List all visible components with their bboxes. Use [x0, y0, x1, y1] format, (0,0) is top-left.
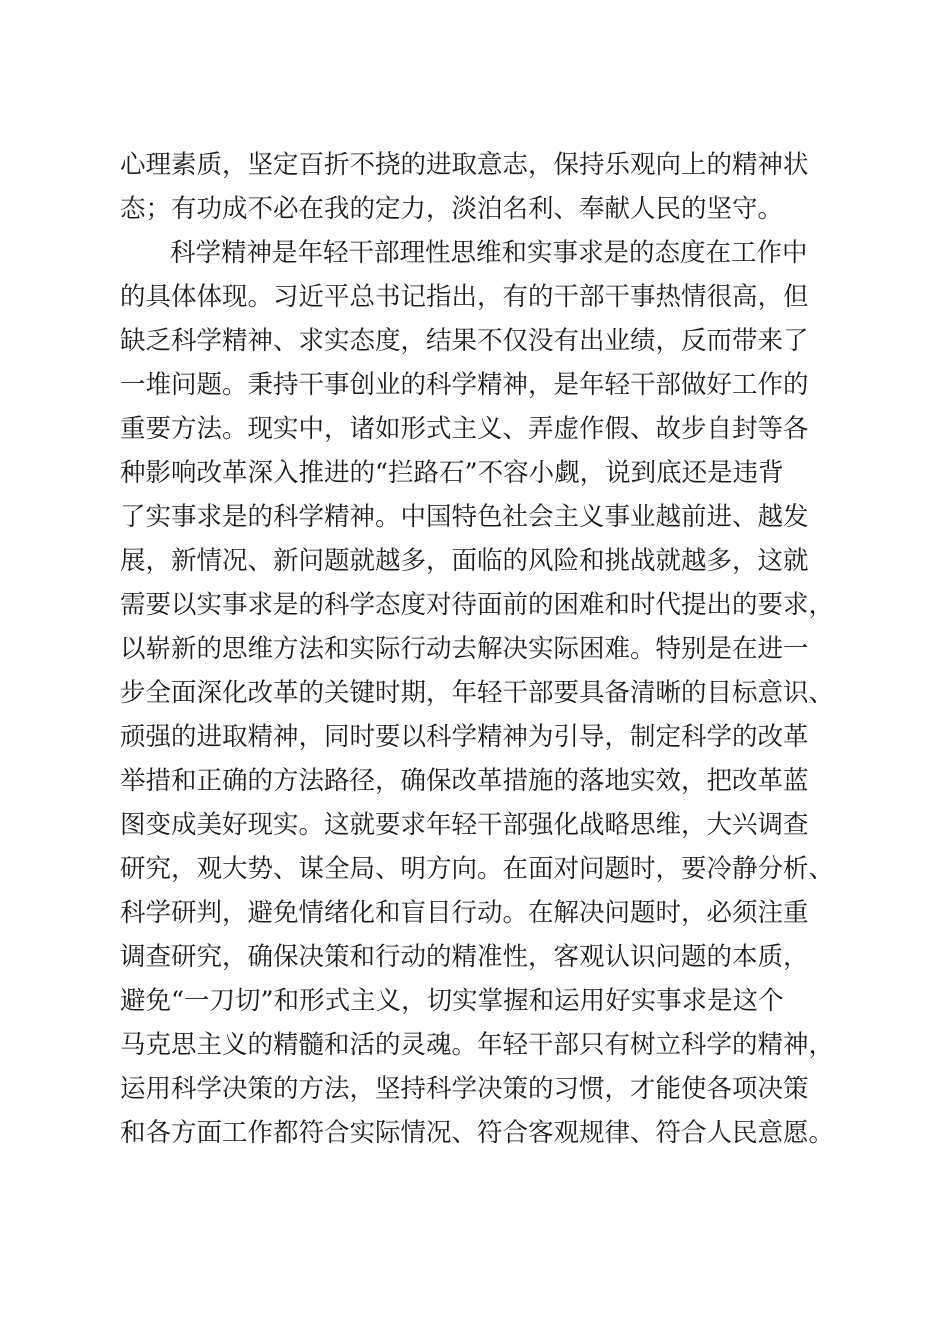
text-line: 一堆问题。秉持干事创业的科学精神，是年轻干部做好工作的 [120, 370, 809, 400]
text-line: 心理素质，坚定百折不挠的进取意志，保持乐观向上的精神状 [120, 150, 809, 180]
text-line: 以崭新的思维方法和实际行动去解决实际困难。特别是在进一 [120, 634, 809, 664]
text-line: 种影响改革深入推进的“拦路石”不容小觑，说到底还是违背 [120, 458, 784, 488]
text-line: 需要以实事求是的科学态度对待面前的困难和时代提出的要求， [120, 590, 835, 620]
text-line: 和各方面工作都符合实际情况、符合客观规律、符合人民意愿。 [120, 1118, 835, 1148]
text-line: 运用科学决策的方法，坚持科学决策的习惯，才能使各项决策 [120, 1074, 809, 1104]
text-line: 重要方法。现实中，诸如形式主义、弄虚作假、故步自封等各 [120, 414, 809, 444]
text-line: 马克思主义的精髓和活的灵魂。年轻干部只有树立科学的精神， [120, 1030, 835, 1060]
text-line: 的具体体现。习近平总书记指出，有的干部干事热情很高，但 [120, 282, 809, 312]
text-line: 顽强的进取精神，同时要以科学精神为引导，制定科学的改革 [120, 722, 809, 752]
paragraph-first-line: 科学精神是年轻干部理性思维和实事求是的态度在工作中 [170, 238, 808, 268]
text-line: 了实事求是的科学精神。中国特色社会主义事业越前进、越发 [120, 502, 809, 532]
text-line: 展，新情况、新问题就越多，面临的风险和挑战就越多，这就 [120, 546, 809, 576]
text-line: 举措和正确的方法路径，确保改革措施的落地实效，把改革蓝 [120, 766, 809, 796]
text-line: 调查研究，确保决策和行动的精准性，客观认识问题的本质， [120, 942, 809, 972]
text-line: 缺乏科学精神、求实态度，结果不仅没有出业绩，反而带来了 [120, 326, 809, 356]
text-line: 步全面深化改革的关键时期，年轻干部要具备清晰的目标意识、 [120, 678, 835, 708]
text-line: 态；有功成不必在我的定力，淡泊名利、奉献人民的坚守。 [120, 194, 784, 224]
text-line: 图变成美好现实。这就要求年轻干部强化战略思维，大兴调查 [120, 810, 809, 840]
text-line: 避免“一刀切”和形式主义，切实掌握和运用好实事求是这个 [120, 986, 784, 1016]
text-line: 研究，观大势、谋全局、明方向。在面对问题时，要冷静分析、 [120, 854, 835, 884]
text-line: 科学研判，避免情绪化和盲目行动。在解决问题时，必须注重 [120, 898, 809, 928]
